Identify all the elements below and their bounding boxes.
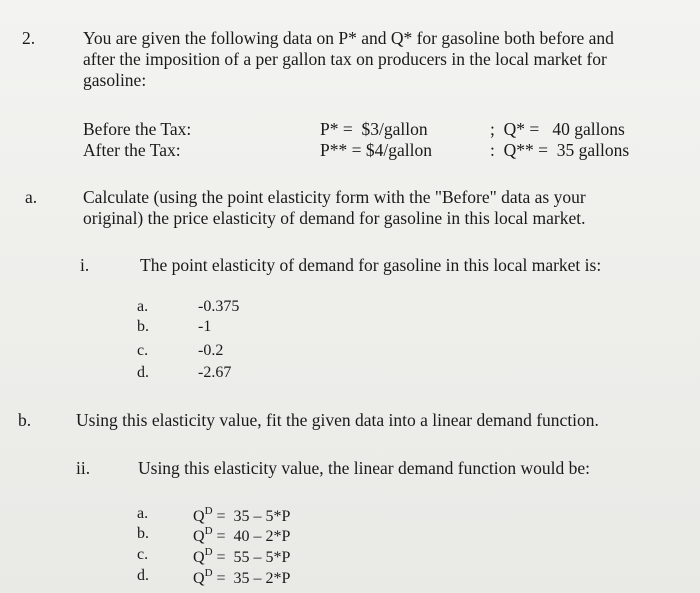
before-tax-label: Before the Tax: [83,119,192,139]
question-stem-line-1: You are given the following data on P* and Q* for gasoline both before and [83,28,614,48]
demand-option-c-rhs: = 55 – 5*P [216,549,291,566]
demand-q-superscript: D [204,567,213,579]
option-b-letter: b. [137,318,149,335]
question-stem-line-3: gasoline: [83,70,147,90]
demand-option-a-rhs: = 35 – 5*P [216,508,291,525]
option-a-letter: a. [137,298,149,315]
after-tax-quantity: : Q** = 35 gallons [490,140,630,160]
before-tax-quantity: ; Q* = 40 gallons [490,119,625,139]
part-b-letter: b. [18,410,32,430]
before-tax-price: P* = $3/gallon [320,119,428,139]
demand-option-d [193,567,290,588]
demand-option-d-rhs: = 35 – 2*P [216,570,291,587]
demand-option-b-rhs: = 40 – 2*P [216,528,291,545]
demand-q-symbol: Q [193,549,205,566]
part-a-letter: a. [25,187,38,207]
part-a-sub-text: The point elasticity of demand for gasoline in this local market is: [140,255,602,275]
option-c-letter: c. [137,342,149,359]
demand-option-d-letter: d. [137,567,149,584]
demand-option-a-letter: a. [137,505,149,522]
part-a-line-1: Calculate (using the point elasticity form with the "Before" data as your [83,187,586,207]
option-d-value: -2.67 [198,364,232,381]
option-d-letter: d. [137,364,149,381]
part-b-sub-text: Using this elasticity value, the linear demand function would be: [138,458,590,478]
option-c-value: -0.2 [198,342,224,359]
demand-q-superscript: D [204,505,213,517]
demand-q-symbol: Q [193,528,205,545]
demand-q-superscript: D [204,546,213,558]
option-a-value: -0.375 [198,298,240,315]
part-a-line-2: original) the price elasticity of demand for gasoline in this local market. [83,208,586,228]
after-tax-price: P** = $4/gallon [320,140,432,160]
part-b-text: Using this elasticity value, fit the given data into a linear demand function. [76,410,599,430]
demand-option-b [193,525,290,546]
option-b-value: -1 [198,318,212,335]
demand-option-c-letter: c. [137,546,149,563]
demand-q-symbol: Q [193,508,205,525]
demand-option-c [193,546,290,567]
question-number: 2. [22,28,36,48]
demand-q-superscript: D [204,525,213,537]
demand-option-b-letter: b. [137,525,149,542]
question-stem-line-2: after the imposition of a per gallon tax on producers in the local market for [83,49,607,69]
part-a-sub-label: i. [80,255,90,275]
demand-option-a [193,505,290,526]
demand-q-symbol: Q [193,570,205,587]
part-b-sub-label: ii. [76,458,91,478]
after-tax-label: After the Tax: [83,140,181,160]
